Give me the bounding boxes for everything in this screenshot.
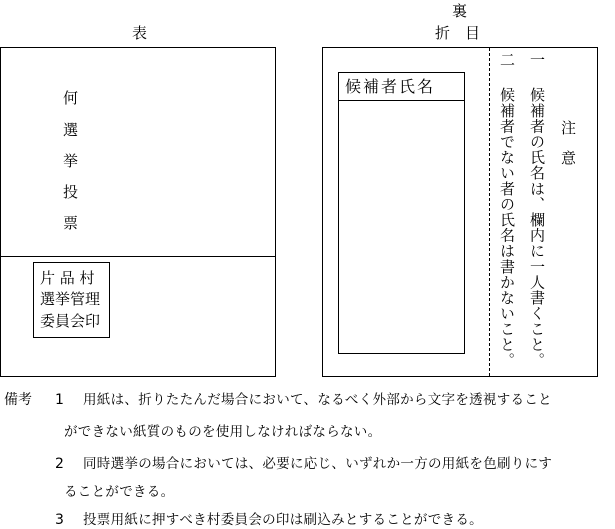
back-heading: 裏 xyxy=(452,2,468,20)
seal-text-line: 選挙管理 xyxy=(40,290,101,308)
candidate-header-divider xyxy=(339,100,464,101)
remark-text: ができない紙質のものを使用しなければならない。 xyxy=(64,424,382,440)
remark-number: 2 xyxy=(55,456,64,472)
notice-item-text: 候補者の氏名は、欄内に一人書くこと。 xyxy=(528,87,546,368)
ballot-title-char: 選 xyxy=(63,121,79,139)
fold-label: 折 目 xyxy=(435,24,481,42)
remark-text: 用紙は、折りたたんだ場合において、なるべく外部から文字を透視すること xyxy=(83,392,552,408)
remark-text: 投票用紙に押すべき村委員会の印は刷込みとすることができる。 xyxy=(83,512,483,528)
notice-item-text: 候補者でない者の氏名は書かないこと。 xyxy=(498,87,516,368)
ballot-title-char: 票 xyxy=(63,214,79,232)
seal-text-line: 委員会印 xyxy=(40,312,101,330)
notice-item-number: 一 xyxy=(528,52,546,67)
ballot-title-char: 何 xyxy=(63,89,79,107)
remark-text: ることができる。 xyxy=(64,484,175,500)
ballot-title-char: 投 xyxy=(63,183,79,201)
notice-title: 注 意 xyxy=(559,120,577,165)
seal-text-line: 片 品 村 xyxy=(40,269,95,287)
fold-line-front xyxy=(1,256,275,257)
remark-number: 1 xyxy=(55,392,64,408)
ballot-title-char: 挙 xyxy=(63,152,79,170)
candidate-name-field xyxy=(338,72,465,354)
remarks-label: 備考 xyxy=(4,392,32,408)
remark-text: 同時選挙の場合においては、必要に応じ、いずれか一方の用紙を色刷りにす xyxy=(83,456,553,472)
remark-number: 3 xyxy=(55,512,64,528)
fold-line-back xyxy=(489,48,490,376)
notice-item-number: 二 xyxy=(498,52,516,67)
candidate-name-header: 候補者氏名 xyxy=(345,77,436,96)
front-heading: 表 xyxy=(132,24,148,42)
